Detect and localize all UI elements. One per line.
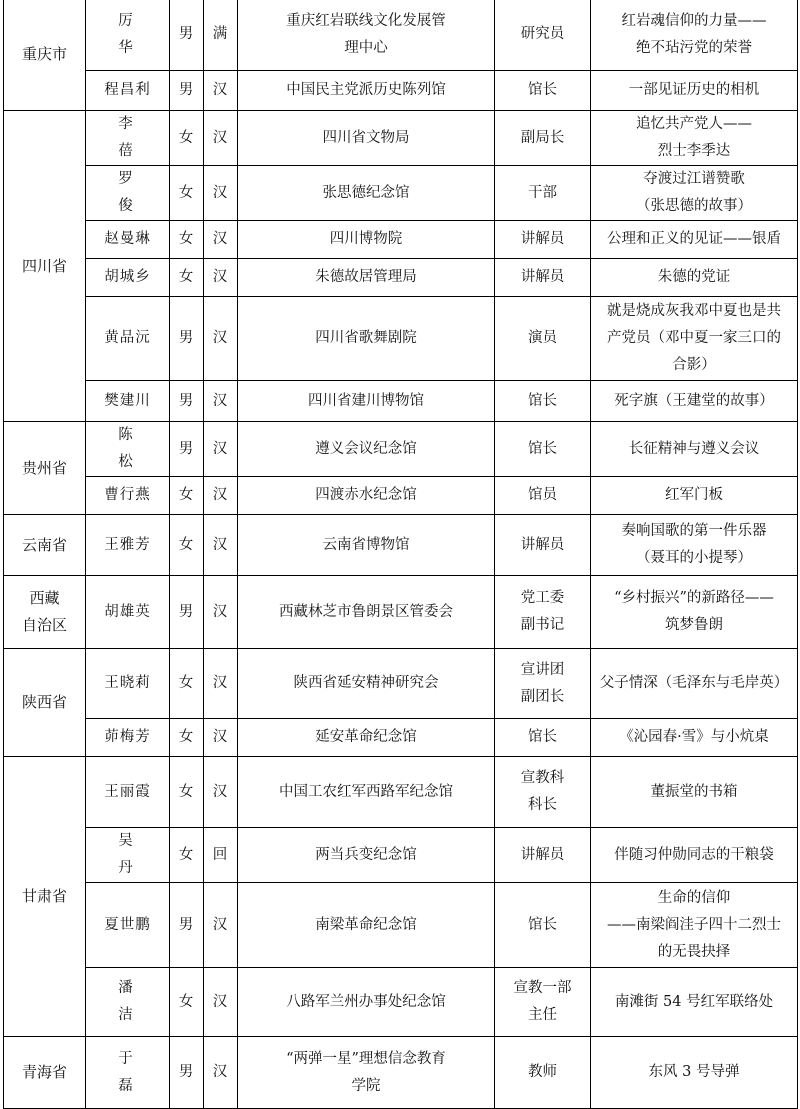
ethnicity-cell: 汉	[204, 515, 238, 576]
ethnicity-cell: 回	[204, 828, 238, 883]
story-cell: “乡村振兴”的新路径—— 筑梦鲁朗	[591, 576, 798, 649]
story-cell: 一部见证历史的相机	[591, 71, 798, 111]
table-row	[4, 757, 798, 828]
province-cell: 青海省	[4, 1037, 86, 1109]
position-cell: 馆员	[495, 477, 591, 515]
sex-cell: 女	[170, 719, 204, 757]
ethnicity-cell: 汉	[204, 381, 238, 422]
unit-cell: 云南省博物馆	[238, 515, 495, 576]
unit-cell: 张思德纪念馆	[238, 166, 495, 221]
sex-cell: 女	[170, 166, 204, 221]
sex-cell: 男	[170, 381, 204, 422]
name-cell: 胡城乡	[86, 259, 170, 297]
name-cell: 樊建川	[86, 381, 170, 422]
table-row	[4, 649, 798, 719]
name-cell: 李 蓓	[86, 111, 170, 166]
table-row	[4, 1037, 798, 1109]
unit-cell: “两弹一星”理想信念教育 学院	[238, 1037, 495, 1109]
table-row	[4, 828, 798, 883]
ethnicity-cell: 汉	[204, 71, 238, 111]
story-cell: 就是烧成灰我邓中夏也是共 产党员（邓中夏一家三口的 合影）	[591, 297, 798, 381]
name-cell: 王丽霞	[86, 757, 170, 828]
unit-cell: 八路军兰州办事处纪念馆	[238, 968, 495, 1037]
table-row	[4, 166, 798, 221]
name-cell: 赵曼琳	[86, 221, 170, 259]
story-cell: 《沁园春·雪》与小炕桌	[591, 719, 798, 757]
position-cell: 讲解员	[495, 221, 591, 259]
speaker-table	[3, 0, 798, 1109]
story-cell: 父子情深（毛泽东与毛岸英）	[591, 649, 798, 719]
position-cell: 讲解员	[495, 828, 591, 883]
ethnicity-cell: 汉	[204, 719, 238, 757]
table-row	[4, 111, 798, 166]
sex-cell: 女	[170, 477, 204, 515]
position-cell: 研究员	[495, 0, 591, 71]
province-cell: 四川省	[4, 111, 86, 422]
story-cell: 伴随习仲勋同志的干粮袋	[591, 828, 798, 883]
story-cell: 南滩街 54 号红军联络处	[591, 968, 798, 1037]
story-cell: 公理和正义的见证——银盾	[591, 221, 798, 259]
province-cell: 贵州省	[4, 422, 86, 515]
name-cell: 罗 俊	[86, 166, 170, 221]
sex-cell: 女	[170, 968, 204, 1037]
ethnicity-cell: 汉	[204, 649, 238, 719]
unit-cell: 两当兵变纪念馆	[238, 828, 495, 883]
sex-cell: 男	[170, 71, 204, 111]
table-row	[4, 71, 798, 111]
position-cell: 馆长	[495, 71, 591, 111]
story-cell: 朱德的党证	[591, 259, 798, 297]
position-cell: 教师	[495, 1037, 591, 1109]
sex-cell: 女	[170, 757, 204, 828]
name-cell: 王晓莉	[86, 649, 170, 719]
story-cell: 奏响国歌的第一件乐器 （聂耳的小提琴）	[591, 515, 798, 576]
position-cell: 馆长	[495, 381, 591, 422]
story-cell: 生命的信仰 ——南梁阎洼子四十二烈士 的无畏抉择	[591, 883, 798, 968]
name-cell: 厉 华	[86, 0, 170, 71]
sex-cell: 男	[170, 0, 204, 71]
name-cell: 曹行燕	[86, 477, 170, 515]
unit-cell: 西藏林芝市鲁朗景区管委会	[238, 576, 495, 649]
position-cell: 馆长	[495, 883, 591, 968]
ethnicity-cell: 汉	[204, 757, 238, 828]
story-cell: 红岩魂信仰的力量—— 绝不玷污党的荣誉	[591, 0, 798, 71]
sex-cell: 女	[170, 515, 204, 576]
unit-cell: 四川博物院	[238, 221, 495, 259]
name-cell: 于 磊	[86, 1037, 170, 1109]
ethnicity-cell: 汉	[204, 477, 238, 515]
sex-cell: 女	[170, 221, 204, 259]
ethnicity-cell: 汉	[204, 883, 238, 968]
sex-cell: 男	[170, 883, 204, 968]
position-cell: 副局长	[495, 111, 591, 166]
name-cell: 黄品沅	[86, 297, 170, 381]
ethnicity-cell: 汉	[204, 221, 238, 259]
position-cell: 馆长	[495, 422, 591, 477]
position-cell: 宣教科 科长	[495, 757, 591, 828]
story-cell: 追忆共产党人—— 烈士李季达	[591, 111, 798, 166]
table-row	[4, 968, 798, 1037]
sex-cell: 女	[170, 111, 204, 166]
name-cell: 胡雄英	[86, 576, 170, 649]
ethnicity-cell: 汉	[204, 259, 238, 297]
name-cell: 吴 丹	[86, 828, 170, 883]
table-row	[4, 477, 798, 515]
story-cell: 红军门板	[591, 477, 798, 515]
province-cell: 甘肃省	[4, 757, 86, 1037]
unit-cell: 四渡赤水纪念馆	[238, 477, 495, 515]
unit-cell: 朱德故居管理局	[238, 259, 495, 297]
name-cell: 潘 洁	[86, 968, 170, 1037]
name-cell: 夏世鹏	[86, 883, 170, 968]
unit-cell: 中国民主党派历史陈列馆	[238, 71, 495, 111]
unit-cell: 四川省歌舞剧院	[238, 297, 495, 381]
name-cell: 程昌利	[86, 71, 170, 111]
story-cell: 长征精神与遵义会议	[591, 422, 798, 477]
story-cell: 夺渡过江谱赞歌 （张思德的故事）	[591, 166, 798, 221]
ethnicity-cell: 汉	[204, 1037, 238, 1109]
sex-cell: 男	[170, 422, 204, 477]
ethnicity-cell: 汉	[204, 297, 238, 381]
province-cell: 重庆市	[4, 0, 86, 111]
position-cell: 党工委 副书记	[495, 576, 591, 649]
name-cell: 陈 松	[86, 422, 170, 477]
province-cell: 云南省	[4, 515, 86, 576]
unit-cell: 陕西省延安精神研究会	[238, 649, 495, 719]
table-row	[4, 381, 798, 422]
ethnicity-cell: 满	[204, 0, 238, 71]
unit-cell: 南梁革命纪念馆	[238, 883, 495, 968]
position-cell: 干部	[495, 166, 591, 221]
sex-cell: 男	[170, 576, 204, 649]
name-cell: 王雅芳	[86, 515, 170, 576]
position-cell: 宣教一部 主任	[495, 968, 591, 1037]
unit-cell: 重庆红岩联线文化发展管 理中心	[238, 0, 495, 71]
unit-cell: 延安革命纪念馆	[238, 719, 495, 757]
story-cell: 董振堂的书箱	[591, 757, 798, 828]
table-row	[4, 883, 798, 968]
story-cell: 死字旗（王建堂的故事）	[591, 381, 798, 422]
table-row	[4, 221, 798, 259]
sex-cell: 女	[170, 649, 204, 719]
unit-cell: 中国工农红军西路军纪念馆	[238, 757, 495, 828]
unit-cell: 遵义会议纪念馆	[238, 422, 495, 477]
table-row	[4, 259, 798, 297]
unit-cell: 四川省文物局	[238, 111, 495, 166]
sex-cell: 女	[170, 259, 204, 297]
ethnicity-cell: 汉	[204, 576, 238, 649]
sex-cell: 男	[170, 1037, 204, 1109]
position-cell: 宣讲团 副团长	[495, 649, 591, 719]
province-cell: 陕西省	[4, 649, 86, 757]
ethnicity-cell: 汉	[204, 166, 238, 221]
ethnicity-cell: 汉	[204, 422, 238, 477]
position-cell: 演员	[495, 297, 591, 381]
table-row	[4, 576, 798, 649]
province-cell: 西藏 自治区	[4, 576, 86, 649]
ethnicity-cell: 汉	[204, 111, 238, 166]
table-row	[4, 0, 798, 71]
position-cell: 馆长	[495, 719, 591, 757]
name-cell: 茆梅芳	[86, 719, 170, 757]
table-row	[4, 297, 798, 381]
sex-cell: 女	[170, 828, 204, 883]
ethnicity-cell: 汉	[204, 968, 238, 1037]
table-row	[4, 719, 798, 757]
unit-cell: 四川省建川博物馆	[238, 381, 495, 422]
position-cell: 讲解员	[495, 259, 591, 297]
position-cell: 讲解员	[495, 515, 591, 576]
table-row	[4, 422, 798, 477]
story-cell: 东风 3 号导弹	[591, 1037, 798, 1109]
table-row	[4, 515, 798, 576]
sex-cell: 男	[170, 297, 204, 381]
